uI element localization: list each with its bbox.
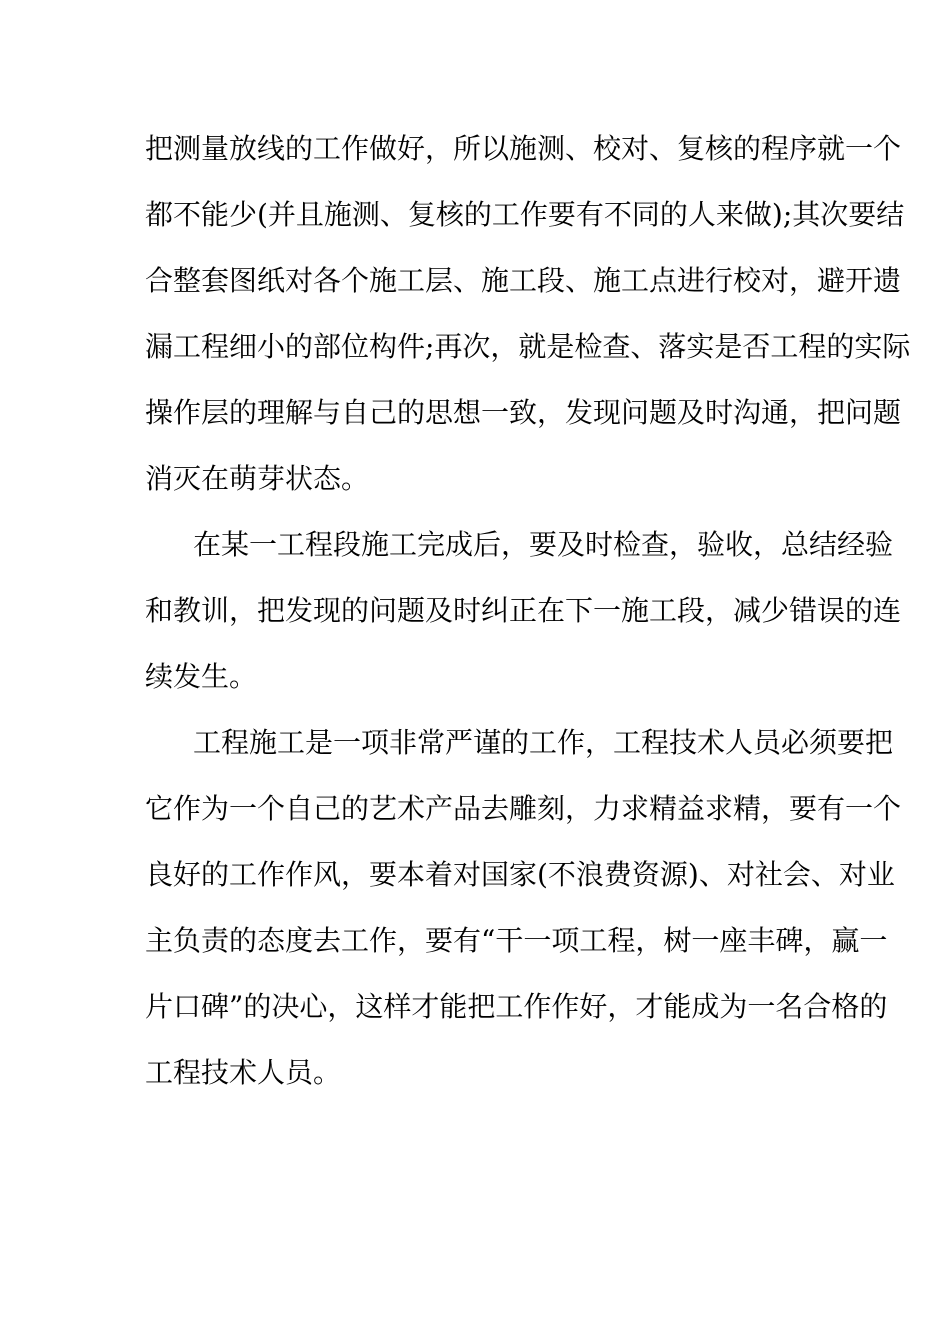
paragraph-1-line-2: 都不能少(并且施测、复核的工作要有不同的人来做);其次要结 (145, 198, 905, 231)
paragraph-3-line-6: 工程技术人员。 (145, 1056, 342, 1089)
paragraph-1-line-3: 合整套图纸对各个施工层、施工段、施工点进行校对，避开遗 (145, 264, 902, 297)
document-body (145, 116, 911, 1106)
paragraph-1-line-4: 漏工程细小的部位构件;再次，就是检查、落实是否工程的实际 (145, 330, 911, 363)
paragraph-3-line-2: 它作为一个自己的艺术产品去雕刻，力求精益求精，要有一个 (145, 792, 902, 825)
paragraph-1-line-1: 把测量放线的工作做好，所以施测、校对、复核的程序就一个 (145, 132, 902, 165)
paragraph-1-line-6: 消灭在萌芽状态。 (145, 462, 370, 495)
paragraph-1-line-5: 操作层的理解与自己的思想一致，发现问题及时沟通，把问题 (145, 396, 902, 429)
paragraph-2-line-1: 在某一工程段施工完成后，要及时检查，验收，总结经验 (193, 528, 894, 561)
paragraph-2-line-2: 和教训，把发现的问题及时纠正在下一施工段，减少错误的连 (145, 594, 902, 627)
paragraph-3-line-5: 片口碑”的决心，这样才能把工作作好，才能成为一名合格的 (145, 990, 888, 1023)
paragraph-3-line-1: 工程施工是一项非常严谨的工作，工程技术人员必须要把 (193, 726, 894, 759)
paragraph-3-line-4: 主负责的态度去工作，要有“干一项工程，树一座丰碑，赢一 (145, 924, 888, 957)
paragraph-3-line-3: 良好的工作作风，要本着对国家(不浪费资源)、对社会、对业 (145, 858, 895, 891)
paragraph-2-line-3: 续发生。 (145, 660, 258, 693)
